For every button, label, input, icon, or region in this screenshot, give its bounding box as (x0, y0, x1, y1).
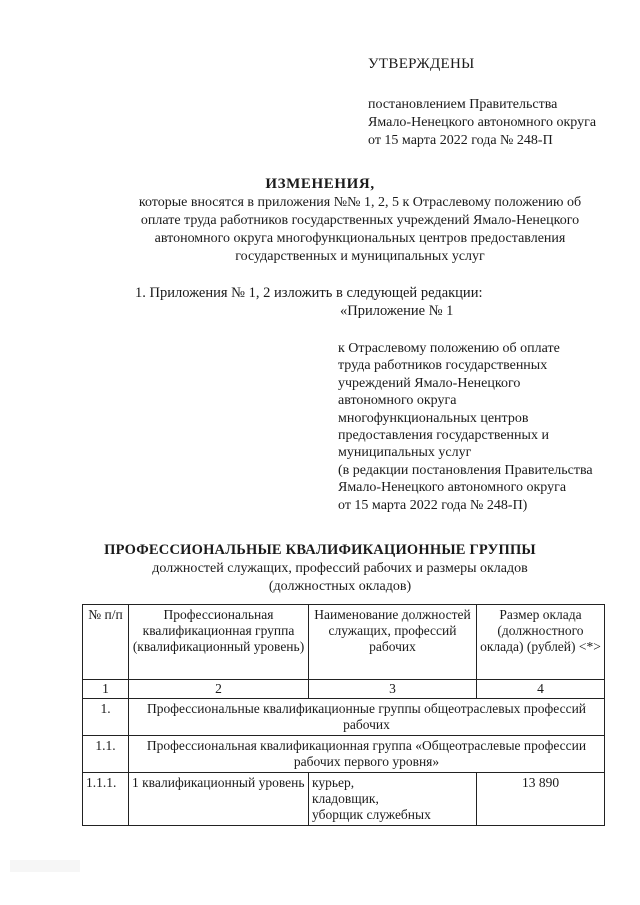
pkg-subtitle-line: должностей служащих, профессий рабочих и размеры окладов (152, 561, 528, 576)
job-item: уборщик служебных (312, 807, 431, 822)
subtitle-line: которые вносятся в приложения №№ 1, 2, 5 к Отраслевому положению об (138, 195, 582, 210)
table-header-row (83, 605, 605, 680)
job-item: курьер, (312, 775, 355, 790)
qualification-table (82, 604, 605, 826)
row-num: 1.1.1. (83, 773, 129, 826)
column-number: 4 (477, 680, 605, 699)
section-num: 1. (83, 699, 129, 736)
annex-line: от 15 марта 2022 года № 248-П) (338, 497, 528, 513)
header-group: Профессиональная квалификационная группа (квалификационный уровень) (129, 605, 309, 680)
decree-reference (368, 96, 628, 150)
section-text: Профессиональные квалификационные группы общеотраслевых профессий рабочих (129, 699, 605, 736)
pkg-subtitle (110, 560, 570, 596)
annex-description (338, 340, 628, 514)
subtitle-line: оплате труда работников государственных учреждений Ямало-Ненецкого (140, 213, 580, 228)
decree-line: постановлением Правительства (368, 97, 558, 112)
decree-line: Ямало-Ненецкого автономного округа (368, 115, 597, 130)
annex-line: к Отраслевому положению об оплате (338, 341, 560, 356)
changes-subtitle (110, 194, 610, 266)
changes-title: ИЗМЕНЕНИЯ, (265, 176, 375, 192)
section-num: 1.1. (83, 736, 129, 773)
row-jobs (309, 773, 477, 826)
annex-line: многофункциональных центров (338, 410, 529, 426)
pkg-subtitle-line: (должностных окладов) (268, 579, 412, 594)
row-salary: 13 890 (477, 773, 605, 826)
header-salary: Размер оклада (должностного оклада) (рублей) <*> (477, 605, 605, 680)
annex-line: учреждений Ямало-Ненецкого (338, 375, 521, 391)
scan-artifact (10, 860, 80, 872)
annex-line: автономного округа (338, 393, 457, 409)
subtitle-line: государственных и муниципальных услуг (235, 249, 485, 264)
column-number: 2 (129, 680, 309, 699)
annex-line: труда работников государственных (338, 358, 548, 374)
header-num: № п/п (83, 605, 129, 680)
row-level: 1 квалификационный уровень (129, 773, 309, 826)
annex-line: муниципальных услуг (338, 445, 472, 461)
annex-line: предоставления государственных и (338, 428, 549, 444)
annex-line: (в редакции постановления Правительства (338, 462, 593, 478)
column-number: 1 (83, 680, 129, 699)
item-1-text: 1. Приложения № 1, 2 изложить в следующей редакции: (135, 285, 483, 301)
subtitle-line: автономного округа многофункциональных центров предоставления (154, 231, 566, 246)
column-numbers-row (83, 680, 605, 699)
section-text: Профессиональная квалификационная группа «Общеотраслевые профессии рабочих первого уровня» (129, 736, 605, 773)
table-section-row (83, 736, 605, 773)
approved-heading: УТВЕРЖДЕНЫ (368, 56, 475, 72)
header-position: Наименование должностей служащих, профессий рабочих (309, 605, 477, 680)
annex-line: Ямало-Ненецкого автономного округа (338, 480, 567, 496)
table-row (83, 773, 605, 826)
pkg-title: ПРОФЕССИОНАЛЬНЫЕ КВАЛИФИКАЦИОННЫЕ ГРУППЫ (104, 542, 536, 558)
decree-line: от 15 марта 2022 года № 248-П (368, 133, 553, 148)
column-number: 3 (309, 680, 477, 699)
table-section-row (83, 699, 605, 736)
job-item: кладовщик, (312, 791, 379, 806)
annex-title: «Приложение № 1 (340, 303, 454, 319)
